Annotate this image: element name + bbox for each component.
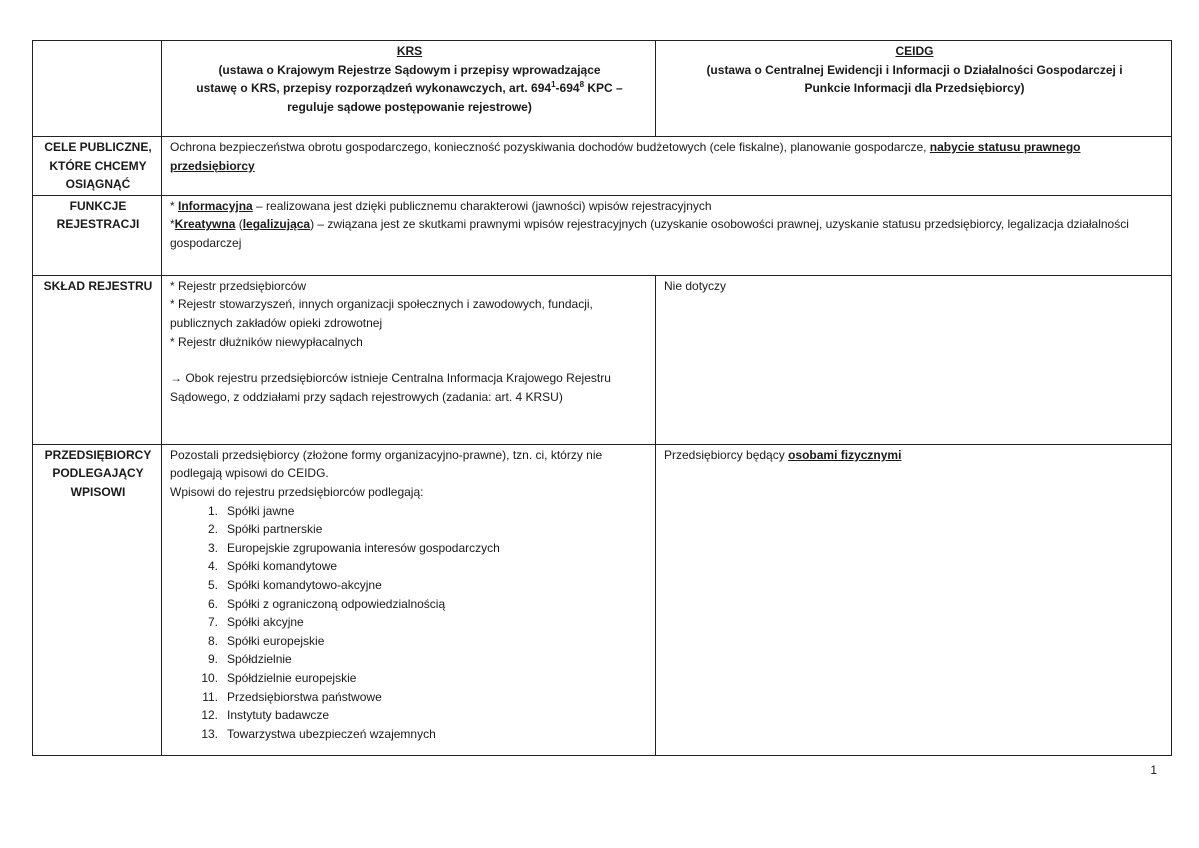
list-item-number: 4. [207, 559, 218, 574]
row-podlegajacy [33, 444, 1172, 755]
list-item-text: Spółki jawne [227, 503, 295, 518]
ceidg-subtitle-2: Punkcie Informacji dla Przedsiębiorcy) [804, 81, 1025, 96]
arrow-right-icon: → [170, 371, 182, 386]
sklad-item-2: * Rejestr stowarzyszeń, innych organizacji społecznych i zawodowych, fundacji, publicznych zakładów opieki zdrowotnej [170, 297, 593, 330]
list-item [194, 576, 649, 595]
list-item-number: 3. [207, 540, 218, 555]
header-row [33, 41, 1172, 137]
cele-content: Ochrona bezpieczeństwa obrotu gospodarczego, konieczność pozyskiwania dochodów budżetowych (cele fiskalne), planowanie gospodarcze, nabycie statusu prawnego przedsiębiorcy [162, 137, 1172, 196]
row-label-funkcje: FUNKCJE REJESTRACJI [33, 195, 162, 275]
list-item [194, 632, 649, 651]
list-item-number: 2. [207, 522, 218, 537]
funkcje-line-1: * Informacyjna – realizowana jest dzięki publicznemu charakterowi (jawności) wpisów rejestracyjnych [170, 198, 712, 213]
comparison-table [32, 40, 1172, 756]
list-item-number: 7. [207, 615, 218, 630]
list-item [194, 706, 649, 725]
ceidg-title: CEIDG [895, 44, 934, 58]
krs-title: KRS [396, 44, 423, 58]
list-item [194, 539, 649, 558]
row-label-podlegajacy: PRZEDSIĘBIORCY PODLEGAJĄCY WPISOWI [33, 444, 162, 755]
list-item [194, 595, 649, 614]
list-item-text: Spółki komandytowe [227, 559, 338, 574]
list-item-text: Spółdzielnie europejskie [227, 670, 357, 685]
row-label-cele: CELE PUBLICZNE, KTÓRE CHCEMY OSIĄGNĄĆ [33, 137, 162, 196]
list-item-text: Spółki z ograniczoną odpowiedzialnością [227, 596, 446, 611]
sklad-item-3: * Rejestr dłużników niewypłacalnych [170, 334, 363, 349]
funkcje-content [162, 195, 1172, 275]
list-item-number: 10. [201, 670, 218, 685]
sklad-item-1: * Rejestr przedsiębiorców [170, 278, 307, 293]
list-item-number: 9. [207, 652, 218, 667]
page-number: 1 [1150, 763, 1157, 777]
list-item-number: 6. [207, 596, 218, 611]
list-item-number: 1. [207, 503, 218, 518]
entity-list [170, 502, 649, 744]
list-item [194, 688, 649, 707]
list-item [194, 650, 649, 669]
list-item [194, 557, 649, 576]
krs-subtitle-1: (ustawa o Krajowym Rejestrze Sądowym i przepisy wprowadzające [218, 62, 601, 77]
list-item-number: 5. [207, 577, 218, 592]
list-item-number: 11. [202, 689, 218, 704]
krs-subtitle-2: ustawę o KRS, przepisy rozporządzeń wykonawczych, art. $694^1-694^8$ KPC – [196, 80, 623, 96]
podlegajacy-ceidg: Przedsiębiorcy będący osobami fizycznymi [656, 444, 1172, 755]
list-item-text: Instytuty badawcze [227, 708, 330, 723]
list-item-text: Towarzystwa ubezpieczeń wzajemnych [227, 726, 436, 741]
krs-subtitle-3: reguluje sądowe postępowanie rejestrowe) [287, 99, 532, 114]
sklad-ceidg: Nie dotyczy [656, 275, 1172, 444]
list-item-text: Europejskie zgrupowania interesów gospodarczych [227, 540, 500, 555]
list-item-number: 12. [201, 708, 218, 723]
cele-underlined: nabycie statusu prawnego przedsiębiorcy [170, 140, 1081, 173]
podlegajacy-intro-1: Pozostali przedsiębiorcy (złożone formy organizacyjno-prawne), tzn. ci, którzy nie podlegają wpisowi do CEIDG. [170, 447, 603, 481]
list-item-text: Spółki europejskie [227, 633, 325, 648]
list-item-text: Przedsiębiorstwa państwowe [227, 689, 382, 704]
list-item [194, 725, 649, 744]
row-sklad [33, 275, 1172, 444]
sklad-note: → Obok rejestru przedsiębiorców istnieje Centralna Informacja Krajowego Rejestru Sądowego, z oddziałami przy sądach rejestrowych (zadania: art. 4 KRSU) [170, 371, 611, 404]
list-item [194, 613, 649, 632]
header-krs [162, 41, 656, 137]
list-item-text: Spółki akcyjne [227, 615, 304, 630]
list-item-text: Spółki partnerskie [227, 522, 323, 537]
row-label-sklad: SKŁAD REJESTRU [33, 275, 162, 444]
funkcje-line-2: *Kreatywna (legalizująca) – związana jest ze skutkami prawnymi wpisów rejestracyjnych (uzyskanie osobowości prawnej, uzyskanie statusu przedsiębiorcy, legalizacja działalności gospodarczej [170, 217, 1129, 250]
ceidg-underlined: osobami fizycznymi [788, 447, 902, 462]
row-funkcje [33, 195, 1172, 275]
ceidg-subtitle-1: (ustawa o Centralnej Ewidencji i Informacji o Działalności Gospodarczej i [706, 62, 1123, 77]
list-item-number: 13. [201, 726, 218, 741]
list-item [194, 669, 649, 688]
row-cele [33, 137, 1172, 196]
podlegajacy-krs [162, 444, 656, 755]
sklad-krs [162, 275, 656, 444]
list-item-text: Spółdzielnie [227, 652, 292, 667]
header-empty-cell [33, 41, 162, 137]
podlegajacy-intro-2: Wpisowi do rejestru przedsiębiorców podlegają: [170, 484, 424, 499]
header-ceidg [656, 41, 1172, 137]
list-item-text: Spółki komandytowo-akcyjne [227, 577, 382, 592]
list-item [194, 520, 649, 539]
list-item [194, 502, 649, 521]
list-item-number: 8. [207, 633, 218, 648]
